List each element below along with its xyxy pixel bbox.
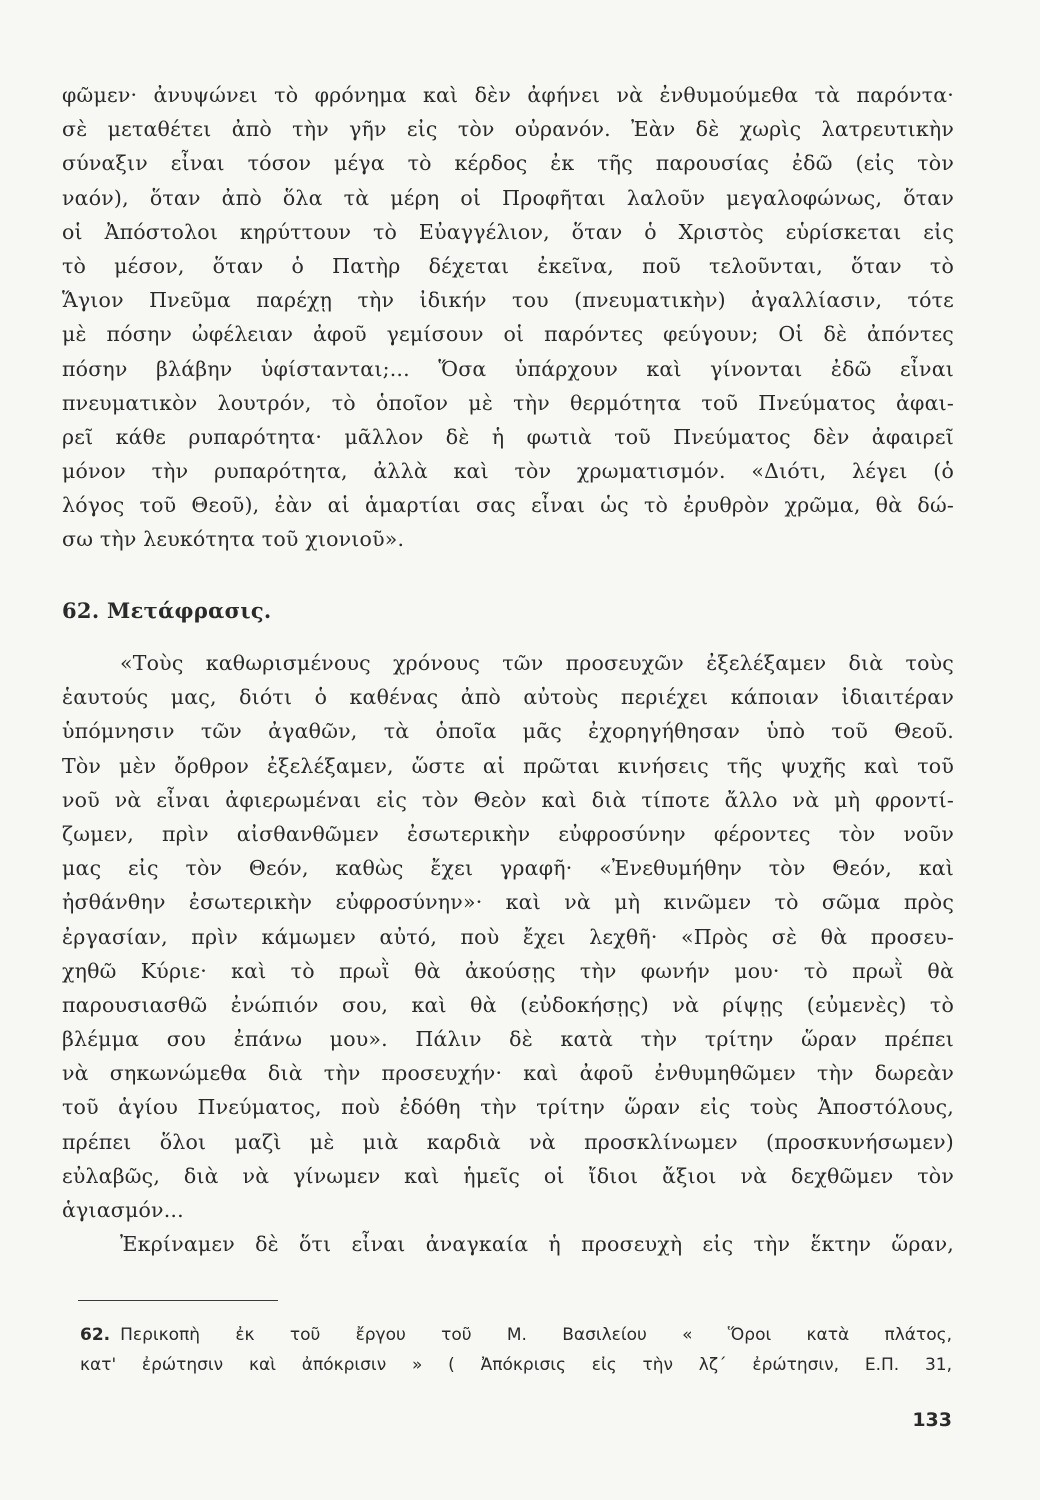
- text-line: ἠσθάνθην ἐσωτερικὴν εὐφροσύνην»· καὶ νὰ μὴ κινῶμεν τὸ σῶμα πρὸς: [62, 890, 954, 915]
- text-line: παρουσιασθῶ ἐνώπιόν σου, καὶ θὰ (εὐδοκήσῃς) νὰ ρίψῃς (εὐμενὲς) τὸ: [62, 992, 954, 1017]
- text-line: σω τὴν λευκότητα τοῦ χιονιοῦ».: [62, 527, 405, 552]
- text-line: βλέμμα σου ἐπάνω μου». Πάλιν δὲ κατὰ τὴν τρίτην ὥραν πρέπει: [62, 1027, 954, 1052]
- text-line: ζωμεν, πρὶν αἰσθανθῶμεν ἐσωτερικὴν εὐφροσύνην φέροντες τὸν νοῦν: [62, 821, 954, 846]
- page-number: 133: [912, 1409, 952, 1431]
- text-line: ἑαυτούς μας, διότι ὁ καθένας ἀπὸ αὐτοὺς περιέχει κάποιαν ἰδιαιτέραν: [62, 685, 954, 710]
- text-line: εὐλαβῶς, διὰ νὰ γίνωμεν καὶ ἡμεῖς οἱ ἴδιοι ἄξιοι νὰ δεχθῶμεν τὸν: [62, 1163, 954, 1188]
- footnote-number: 62.: [80, 1325, 111, 1345]
- text-line: τὸ μέσον, ὅταν ὁ Πατὴρ δέχεται ἐκεῖνα, ποῦ τελοῦνται, ὅταν τὸ: [62, 253, 954, 278]
- footnote-divider: [78, 1300, 278, 1301]
- text-line: μας εἰς τὸν Θεόν, καθὼς ἔχει γραφῆ· «Ἐνεθυμήθην τὸν Θεόν, καὶ: [62, 856, 954, 881]
- text-line: σὲ μεταθέτει ἀπὸ τὴν γῆν εἰς τὸν οὐρανόν. Ἐὰν δὲ χωρὶς λατρευτικὴν: [62, 117, 954, 142]
- text-line: ὑπόμνησιν τῶν ἀγαθῶν, τὰ ὁποῖα μᾶς ἐχορηγήθησαν ὑπὸ τοῦ Θεοῦ.: [62, 719, 954, 744]
- text-line: πνευματικὸν λουτρόν, τὸ ὁποῖον μὲ τὴν θερμότητα τοῦ Πνεύματος ἀφαι-: [62, 390, 954, 415]
- text-line: Τὸν μὲν ὄρθρον ἐξελέξαμεν, ὥστε αἱ πρῶται κινήσεις τῆς ψυχῆς καὶ τοῦ: [62, 753, 954, 778]
- text-line: πόσην βλάβην ὑφίστανται;... Ὅσα ὑπάρχουν καὶ γίνονται ἐδῶ εἶναι: [62, 356, 954, 381]
- text-line: χηθῶ Κύριε· καὶ τὸ πρωῒ θὰ ἀκούσῃς τὴν φωνήν μου· τὸ πρωῒ θὰ: [62, 958, 954, 983]
- text-line: νὰ σηκωνώμεθα διὰ τὴν προσευχήν· καὶ ἀφοῦ ἐνθυμηθῶμεν τὴν δωρεὰν: [62, 1061, 954, 1086]
- continued-paragraph: [62, 78, 954, 557]
- text-line: μόνον τὴν ρυπαρότητα, ἀλλὰ καὶ τὸν χρωματισμόν. «Διότι, λέγει (ὁ: [62, 459, 954, 484]
- text-line: ἐργασίαν, πρὶν κάμωμεν αὐτό, ποὺ ἔχει λεχθῆ· «Πρὸς σὲ θὰ προσευ-: [62, 924, 954, 949]
- text-line: οἱ Ἀπόστολοι κηρύττουν τὸ Εὐαγγέλιον, ὅταν ὁ Χριστὸς εὑρίσκεται εἰς: [62, 219, 954, 244]
- text-line: Ἅγιον Πνεῦμα παρέχῃ τὴν ἰδικήν του (πνευματικὴν) ἀγαλλίασιν, τότε: [62, 288, 954, 313]
- text-line: ναόν), ὅταν ἀπὸ ὅλα τὰ μέρη οἱ Προφῆται λαλοῦν μεγαλοφώνως, ὅταν: [62, 185, 954, 210]
- text-line: Ἐκρίναμεν δὲ ὅτι εἶναι ἀναγκαία ἡ προσευχὴ εἰς τὴν ἕκτην ὥραν,: [120, 1232, 954, 1257]
- footnote-line: [80, 1320, 952, 1350]
- text-line: σύναξιν εἶναι τόσον μέγα τὸ κέρδος ἐκ τῆς παρουσίας ἐδῶ (εἰς τὸν: [62, 151, 954, 176]
- text-line: «Τοὺς καθωρισμένους χρόνους τῶν προσευχῶν ἐξελέξαμεν διὰ τοὺς: [120, 651, 954, 675]
- text-line: φῶμεν· ἀνυψώνει τὸ φρόνημα καὶ δὲν ἀφήνει νὰ ἐνθυμούμεθα τὰ παρόντα·: [62, 83, 954, 107]
- footnote: [80, 1320, 952, 1380]
- text-line: ρεῖ κάθε ρυπαρότητα· μᾶλλον δὲ ἡ φωτιὰ τοῦ Πνεύματος δὲν ἀφαιρεῖ: [62, 424, 954, 449]
- text-line: ἁγιασμόν...: [62, 1198, 184, 1222]
- text-line: νοῦ νὰ εἶναι ἀφιερωμέναι εἰς τὸν Θεὸν καὶ διὰ τίποτε ἄλλο νὰ μὴ φροντί-: [62, 787, 954, 812]
- text-line: πρέπει ὅλοι μαζὶ μὲ μιὰ καρδιὰ νὰ προσκλίνωμεν (προσκυνήσωμεν): [62, 1129, 954, 1154]
- text-line: τοῦ ἁγίου Πνεύματος, ποὺ ἐδόθη τὴν τρίτην ὥραν εἰς τοὺς Ἀποστόλους,: [62, 1095, 954, 1120]
- text-line: μὲ πόσην ὠφέλειαν ἀφοῦ γεμίσουν οἱ παρόντες φεύγουν; Οἱ δὲ ἀπόντες: [62, 322, 954, 347]
- footnote-text: Περικοπὴ ἐκ τοῦ ἔργου τοῦ Μ. Βασιλείου « Ὅροι κατὰ πλάτος,: [120, 1325, 952, 1345]
- section-heading: 62. Μετάφρασις.: [62, 598, 272, 623]
- text-line: λόγος τοῦ Θεοῦ), ἐὰν αἱ ἁμαρτίαι σας εἶναι ὡς τὸ ἐρυθρὸν χρῶμα, θὰ δώ-: [62, 493, 954, 518]
- footnote-line: κατ' ἐρώτησιν καὶ ἀπόκρισιν » ( Ἀπόκρισις εἰς τὴν λζ΄ ἐρώτησιν, Ε.Π. 31,: [80, 1355, 952, 1375]
- section-body: [62, 646, 954, 1261]
